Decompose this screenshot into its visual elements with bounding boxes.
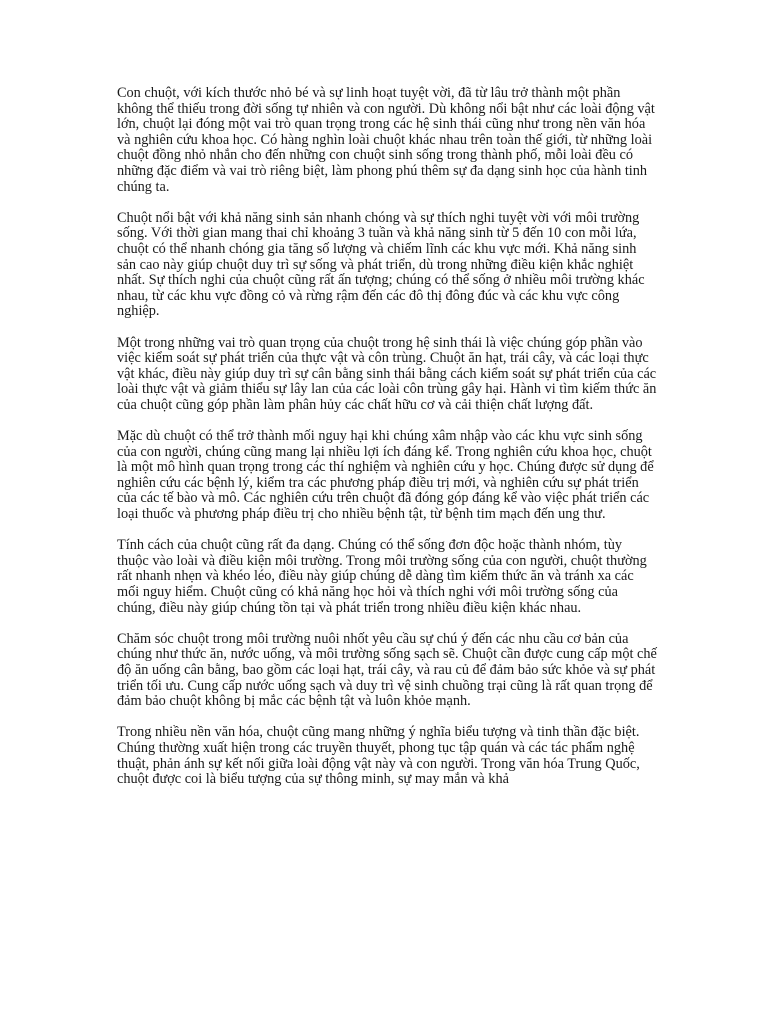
paragraph-4: Mặc dù chuột có thể trở thành mối nguy hại khi chúng xâm nhập vào các khu vực sinh sống của con người, chúng cũng mang lại nhiều lợi ích đáng kể. Trong nghiên cứu khoa học, chuột là một mô hình quan trọng trong các thí nghiệm và nghiên cứu y học. Chúng được sử dụng để nghiên cứu các bệnh lý, kiểm tra các phương pháp điều trị mới, và nghiên cứu sự phát triển của các tế bào và mô. Các nghiên cứu trên chuột đã đóng góp đáng kể vào việc phát triển các loại thuốc và phương pháp điều trị cho nhiều bệnh tật, từ bệnh tim mạch đến ung thư. bbox=[117, 428, 654, 523]
paragraph-7: Trong nhiều nền văn hóa, chuột cũng mang những ý nghĩa biểu tượng và tinh thần đặc biệt. Chúng thường xuất hiện trong các truyền thuyết, phong tục tập quán và các tác phẩm nghệ thuật, phản ánh sự kết nối giữa loài động vật này và con người. Trong văn hóa Trung Quốc, chuột được coi là biểu tượng của sự thông minh, sự may mắn và khả bbox=[117, 724, 640, 788]
paragraph-3: Một trong những vai trò quan trọng của chuột trong hệ sinh thái là việc chúng góp phần vào việc kiểm soát sự phát triển của thực vật và côn trùng. Chuột ăn hạt, trái cây, và các loại thực vật khác, điều này giúp duy trì sự cân bằng sinh thái bằng cách kiểm soát sự phát triển của các loài thực vật và giảm thiểu sự lây lan của các loài côn trùng gây hại. Hành vi tìm kiếm thức ăn của chuột cũng góp phần làm phân hủy các chất hữu cơ và cải thiện chất lượng đất. bbox=[117, 334, 657, 413]
paragraph-5: Tính cách của chuột cũng rất đa dạng. Chúng có thể sống đơn độc hoặc thành nhóm, tùy thuộc vào loài và điều kiện môi trường. Trong môi trường sống của con người, chuột thường rất nhanh nhẹn và khéo léo, điều này giúp chúng dễ dàng tìm kiếm thức ăn và tránh xa các mối nguy hiểm. Chuột cũng có khả năng học hỏi và thích nghi với môi trường sống của chúng, điều này giúp chúng tồn tại và phát triển trong nhiều điều kiện khác nhau. bbox=[117, 537, 647, 616]
paragraph-2: Chuột nổi bật với khả năng sinh sản nhanh chóng và sự thích nghi tuyệt vời với môi trường sống. Với thời gian mang thai chỉ khoảng 3 tuần và khả năng sinh từ 5 đến 10 con mỗi lứa, chuột có thể nhanh chóng gia tăng số lượng và chiếm lĩnh các khu vực mới. Khả năng sinh sản cao này giúp chuột duy trì sự sống và phát triển, dù trong những điều kiện khắc nghiệt nhất. Sự thích nghi của chuột cũng rất ấn tượng; chúng có thể sống ở nhiều môi trường khác nhau, từ các khu vực đồng cỏ và rừng rậm đến các đô thị đông đúc và các khu vực công nghiệp. bbox=[117, 209, 645, 320]
paragraph-6: Chăm sóc chuột trong môi trường nuôi nhốt yêu cầu sự chú ý đến các nhu cầu cơ bản của chúng như thức ăn, nước uống, và môi trường sống sạch sẽ. Chuột cần được cung cấp một chế độ ăn uống cân bằng, bao gồm các loại hạt, trái cây, và rau củ để đảm bảo sức khỏe và sự phát triển tối ưu. Cung cấp nước uống sạch và duy trì vệ sinh chuồng trại cũng là rất quan trọng để đảm bảo chuột không bị mắc các bệnh tật và luôn khỏe mạnh. bbox=[117, 630, 657, 710]
document-body bbox=[117, 86, 657, 803]
paragraph-1: Con chuột, với kích thước nhỏ bé và sự linh hoạt tuyệt vời, đã từ lâu trở thành một phần không thể thiếu trong đời sống tự nhiên và con người. Dù không nổi bật như các loài động vật lớn, chuột lại đóng một vai trò quan trọng trong các hệ sinh thái cũng như trong nền văn hóa và nghiên cứu khoa học. Có hàng nghìn loài chuột khác nhau trên toàn thế giới, từ những loài chuột đồng nhỏ nhắn cho đến những con chuột sinh sống trong thành phố, mỗi loài đều có những đặc điểm và vai trò riêng biệt, làm phong phú thêm sự đa dạng sinh học của hành tinh chúng ta. bbox=[117, 85, 655, 195]
